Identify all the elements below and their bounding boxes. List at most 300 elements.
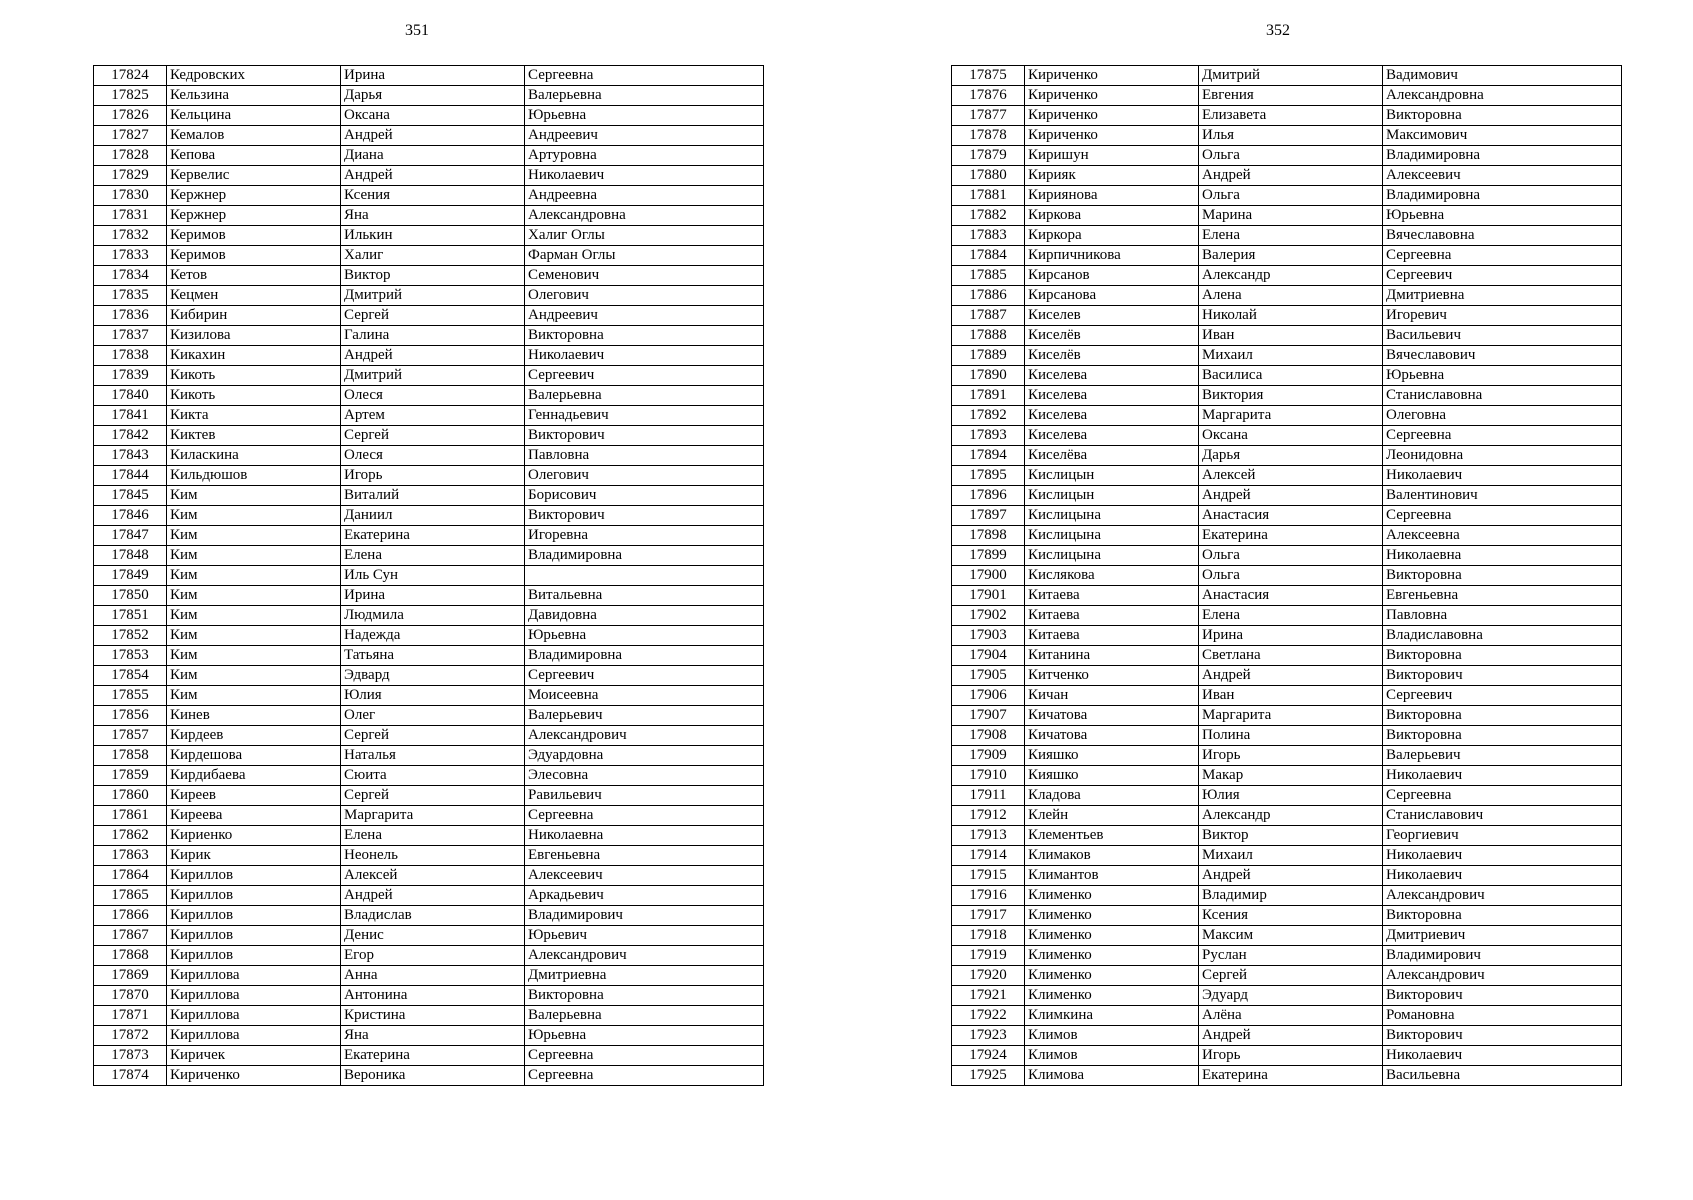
first-name-cell: Василиса bbox=[1199, 366, 1383, 386]
patronymic-cell: Викторовна bbox=[1383, 906, 1622, 926]
patronymic-cell: Сергеевна bbox=[1383, 786, 1622, 806]
surname-cell: Китаева bbox=[1025, 586, 1199, 606]
patronymic-cell: Александрович bbox=[525, 726, 764, 746]
table-row bbox=[94, 306, 764, 326]
record-number-cell: 17847 bbox=[94, 526, 167, 546]
first-name-cell: Дмитрий bbox=[341, 366, 525, 386]
record-number-cell: 17850 bbox=[94, 586, 167, 606]
patronymic-cell: Юрьевна bbox=[525, 626, 764, 646]
first-name-cell: Татьяна bbox=[341, 646, 525, 666]
record-number-cell: 17887 bbox=[952, 306, 1025, 326]
patronymic-cell: Равильевич bbox=[525, 786, 764, 806]
first-name-cell: Евгения bbox=[1199, 86, 1383, 106]
patronymic-cell: Витальевна bbox=[525, 586, 764, 606]
record-number-cell: 17830 bbox=[94, 186, 167, 206]
record-number-cell: 17888 bbox=[952, 326, 1025, 346]
surname-cell: Климов bbox=[1025, 1026, 1199, 1046]
record-number-cell: 17833 bbox=[94, 246, 167, 266]
record-number-cell: 17895 bbox=[952, 466, 1025, 486]
record-number-cell: 17863 bbox=[94, 846, 167, 866]
surname-cell: Кизилова bbox=[167, 326, 341, 346]
first-name-cell: Дарья bbox=[1199, 446, 1383, 466]
first-name-cell: Даниил bbox=[341, 506, 525, 526]
first-name-cell: Антонина bbox=[341, 986, 525, 1006]
patronymic-cell: Николаевна bbox=[1383, 546, 1622, 566]
record-number-cell: 17913 bbox=[952, 826, 1025, 846]
surname-cell: Ким bbox=[167, 526, 341, 546]
first-name-cell: Ольга bbox=[1199, 546, 1383, 566]
first-name-cell: Андрей bbox=[341, 346, 525, 366]
record-number-cell: 17911 bbox=[952, 786, 1025, 806]
patronymic-cell: Юрьевна bbox=[1383, 366, 1622, 386]
patronymic-cell: Николаевич bbox=[1383, 766, 1622, 786]
surname-cell: Кикахин bbox=[167, 346, 341, 366]
table-row bbox=[94, 906, 764, 926]
patronymic-cell: Евгеньевна bbox=[525, 846, 764, 866]
table-row bbox=[952, 846, 1622, 866]
patronymic-cell: Васильевич bbox=[1383, 326, 1622, 346]
patronymic-cell: Юрьевна bbox=[525, 106, 764, 126]
table-row bbox=[952, 866, 1622, 886]
record-number-cell: 17878 bbox=[952, 126, 1025, 146]
table-row bbox=[94, 426, 764, 446]
surname-cell: Кириченко bbox=[1025, 126, 1199, 146]
surname-cell: Кириченко bbox=[167, 1066, 341, 1086]
first-name-cell: Иван bbox=[1199, 326, 1383, 346]
patronymic-cell: Валерьевич bbox=[525, 706, 764, 726]
first-name-cell: Ольга bbox=[1199, 566, 1383, 586]
table-row bbox=[952, 706, 1622, 726]
table-row bbox=[94, 946, 764, 966]
record-number-cell: 17869 bbox=[94, 966, 167, 986]
record-number-cell: 17915 bbox=[952, 866, 1025, 886]
first-name-cell: Виктория bbox=[1199, 386, 1383, 406]
record-number-cell: 17835 bbox=[94, 286, 167, 306]
patronymic-cell: Викторовна bbox=[1383, 106, 1622, 126]
record-number-cell: 17889 bbox=[952, 346, 1025, 366]
record-number-cell: 17852 bbox=[94, 626, 167, 646]
first-name-cell: Сергей bbox=[341, 726, 525, 746]
surname-cell: Кикоть bbox=[167, 366, 341, 386]
table-row bbox=[952, 1026, 1622, 1046]
table-row bbox=[94, 766, 764, 786]
table-row bbox=[94, 446, 764, 466]
first-name-cell: Алексей bbox=[341, 866, 525, 886]
table-row bbox=[952, 746, 1622, 766]
table-row bbox=[952, 66, 1622, 86]
first-name-cell: Денис bbox=[341, 926, 525, 946]
first-name-cell: Елена bbox=[341, 546, 525, 566]
patronymic-cell: Николаевич bbox=[525, 166, 764, 186]
first-name-cell: Маргарита bbox=[1199, 706, 1383, 726]
patronymic-cell: Дмитриевна bbox=[1383, 286, 1622, 306]
first-name-cell: Ольга bbox=[1199, 186, 1383, 206]
first-name-cell: Екатерина bbox=[1199, 1066, 1383, 1086]
patronymic-cell: Алексеевна bbox=[1383, 526, 1622, 546]
table-row bbox=[952, 1046, 1622, 1066]
record-number-cell: 17909 bbox=[952, 746, 1025, 766]
record-number-cell: 17829 bbox=[94, 166, 167, 186]
names-table-right bbox=[951, 65, 1622, 1086]
first-name-cell: Ирина bbox=[341, 66, 525, 86]
table-row bbox=[952, 806, 1622, 826]
table-row bbox=[952, 146, 1622, 166]
first-name-cell: Сергей bbox=[341, 786, 525, 806]
surname-cell: Киселёв bbox=[1025, 346, 1199, 366]
record-number-cell: 17876 bbox=[952, 86, 1025, 106]
first-name-cell: Юлия bbox=[341, 686, 525, 706]
patronymic-cell: Романовна bbox=[1383, 1006, 1622, 1026]
record-number-cell: 17839 bbox=[94, 366, 167, 386]
surname-cell: Кикта bbox=[167, 406, 341, 426]
record-number-cell: 17877 bbox=[952, 106, 1025, 126]
first-name-cell: Екатерина bbox=[341, 1046, 525, 1066]
first-name-cell: Игорь bbox=[341, 466, 525, 486]
patronymic-cell: Георгиевич bbox=[1383, 826, 1622, 846]
patronymic-cell: Олеговна bbox=[1383, 406, 1622, 426]
table-row bbox=[94, 886, 764, 906]
surname-cell: Кедровских bbox=[167, 66, 341, 86]
patronymic-cell: Владимировна bbox=[1383, 146, 1622, 166]
patronymic-cell: Павловна bbox=[1383, 606, 1622, 626]
surname-cell: Кириллов bbox=[167, 866, 341, 886]
patronymic-cell: Александровна bbox=[525, 206, 764, 226]
first-name-cell: Халиг bbox=[341, 246, 525, 266]
record-number-cell: 17894 bbox=[952, 446, 1025, 466]
surname-cell: Климаков bbox=[1025, 846, 1199, 866]
patronymic-cell: Валерьевна bbox=[525, 86, 764, 106]
table-row bbox=[952, 606, 1622, 626]
record-number-cell: 17886 bbox=[952, 286, 1025, 306]
patronymic-cell bbox=[525, 566, 764, 586]
patronymic-cell: Аркадьевич bbox=[525, 886, 764, 906]
surname-cell: Кичан bbox=[1025, 686, 1199, 706]
record-number-cell: 17867 bbox=[94, 926, 167, 946]
surname-cell: Киктев bbox=[167, 426, 341, 446]
table-row bbox=[94, 566, 764, 586]
patronymic-cell: Викторовна bbox=[525, 986, 764, 1006]
first-name-cell: Виктор bbox=[341, 266, 525, 286]
first-name-cell: Вероника bbox=[341, 1066, 525, 1086]
surname-cell: Киреева bbox=[167, 806, 341, 826]
surname-cell: Кирик bbox=[167, 846, 341, 866]
first-name-cell: Андрей bbox=[341, 886, 525, 906]
record-number-cell: 17826 bbox=[94, 106, 167, 126]
first-name-cell: Михаил bbox=[1199, 346, 1383, 366]
surname-cell: Кириллова bbox=[167, 986, 341, 1006]
table-row bbox=[94, 846, 764, 866]
patronymic-cell: Станиславовна bbox=[1383, 386, 1622, 406]
patronymic-cell: Игоревич bbox=[1383, 306, 1622, 326]
first-name-cell: Александр bbox=[1199, 806, 1383, 826]
table-row bbox=[952, 586, 1622, 606]
patronymic-cell: Викторовна bbox=[1383, 726, 1622, 746]
first-name-cell: Михаил bbox=[1199, 846, 1383, 866]
record-number-cell: 17923 bbox=[952, 1026, 1025, 1046]
table-row bbox=[94, 526, 764, 546]
table-row bbox=[952, 346, 1622, 366]
first-name-cell: Артем bbox=[341, 406, 525, 426]
record-number-cell: 17914 bbox=[952, 846, 1025, 866]
table-row bbox=[952, 326, 1622, 346]
patronymic-cell: Викторовна bbox=[1383, 706, 1622, 726]
surname-cell: Кирдешова bbox=[167, 746, 341, 766]
patronymic-cell: Викторовна bbox=[525, 326, 764, 346]
table-row bbox=[94, 926, 764, 946]
table-row bbox=[952, 86, 1622, 106]
surname-cell: Кирсанова bbox=[1025, 286, 1199, 306]
table-row bbox=[952, 426, 1622, 446]
table-row bbox=[94, 586, 764, 606]
record-number-cell: 17866 bbox=[94, 906, 167, 926]
table-row bbox=[952, 166, 1622, 186]
record-number-cell: 17890 bbox=[952, 366, 1025, 386]
table-row bbox=[952, 986, 1622, 1006]
record-number-cell: 17902 bbox=[952, 606, 1025, 626]
first-name-cell: Олег bbox=[341, 706, 525, 726]
surname-cell: Кладова bbox=[1025, 786, 1199, 806]
record-number-cell: 17854 bbox=[94, 666, 167, 686]
patronymic-cell: Дмитриевна bbox=[525, 966, 764, 986]
first-name-cell: Андрей bbox=[1199, 486, 1383, 506]
first-name-cell: Диана bbox=[341, 146, 525, 166]
table-row bbox=[94, 206, 764, 226]
table-row bbox=[94, 646, 764, 666]
table-row bbox=[952, 286, 1622, 306]
patronymic-cell: Викторович bbox=[1383, 986, 1622, 1006]
surname-cell: Кириченко bbox=[1025, 66, 1199, 86]
surname-cell: Ким bbox=[167, 626, 341, 646]
record-number-cell: 17892 bbox=[952, 406, 1025, 426]
surname-cell: Киселёв bbox=[1025, 326, 1199, 346]
record-number-cell: 17857 bbox=[94, 726, 167, 746]
surname-cell: Кислицын bbox=[1025, 486, 1199, 506]
table-row bbox=[94, 266, 764, 286]
patronymic-cell: Юрьевна bbox=[525, 1026, 764, 1046]
record-number-cell: 17897 bbox=[952, 506, 1025, 526]
first-name-cell: Сергей bbox=[341, 426, 525, 446]
surname-cell: Климантов bbox=[1025, 866, 1199, 886]
surname-cell: Кинев bbox=[167, 706, 341, 726]
patronymic-cell: Евгеньевна bbox=[1383, 586, 1622, 606]
table-row bbox=[94, 626, 764, 646]
record-number-cell: 17870 bbox=[94, 986, 167, 1006]
surname-cell: Кибирин bbox=[167, 306, 341, 326]
patronymic-cell: Александрович bbox=[525, 946, 764, 966]
patronymic-cell: Сергеевна bbox=[1383, 246, 1622, 266]
first-name-cell: Юлия bbox=[1199, 786, 1383, 806]
patronymic-cell: Семенович bbox=[525, 266, 764, 286]
patronymic-cell: Викторович bbox=[1383, 1026, 1622, 1046]
table-row bbox=[952, 386, 1622, 406]
table-row bbox=[94, 346, 764, 366]
patronymic-cell: Сергеевич bbox=[525, 666, 764, 686]
surname-cell: Кислицына bbox=[1025, 526, 1199, 546]
first-name-cell: Светлана bbox=[1199, 646, 1383, 666]
surname-cell: Кирсанов bbox=[1025, 266, 1199, 286]
first-name-cell: Дарья bbox=[341, 86, 525, 106]
table-row bbox=[952, 526, 1622, 546]
record-number-cell: 17859 bbox=[94, 766, 167, 786]
patronymic-cell: Николаевич bbox=[1383, 466, 1622, 486]
surname-cell: Кержнер bbox=[167, 186, 341, 206]
patronymic-cell: Андреевич bbox=[525, 306, 764, 326]
first-name-cell: Ксения bbox=[1199, 906, 1383, 926]
surname-cell: Клименко bbox=[1025, 966, 1199, 986]
surname-cell: Кержнер bbox=[167, 206, 341, 226]
surname-cell: Ким bbox=[167, 586, 341, 606]
table-row bbox=[94, 746, 764, 766]
table-row bbox=[94, 126, 764, 146]
patronymic-cell: Валерьевна bbox=[525, 1006, 764, 1026]
patronymic-cell: Владиславовна bbox=[1383, 626, 1622, 646]
patronymic-cell: Валерьевич bbox=[1383, 746, 1622, 766]
patronymic-cell: Владимировна bbox=[525, 646, 764, 666]
record-number-cell: 17891 bbox=[952, 386, 1025, 406]
surname-cell: Кириллова bbox=[167, 1026, 341, 1046]
record-number-cell: 17846 bbox=[94, 506, 167, 526]
patronymic-cell: Давидовна bbox=[525, 606, 764, 626]
first-name-cell: Неонель bbox=[341, 846, 525, 866]
surname-cell: Ким bbox=[167, 486, 341, 506]
table-row bbox=[952, 946, 1622, 966]
record-number-cell: 17828 bbox=[94, 146, 167, 166]
first-name-cell: Анастасия bbox=[1199, 586, 1383, 606]
patronymic-cell: Владимирович bbox=[525, 906, 764, 926]
first-name-cell: Владимир bbox=[1199, 886, 1383, 906]
table-row bbox=[94, 826, 764, 846]
patronymic-cell: Владимирович bbox=[1383, 946, 1622, 966]
surname-cell: Китаева bbox=[1025, 606, 1199, 626]
record-number-cell: 17907 bbox=[952, 706, 1025, 726]
record-number-cell: 17844 bbox=[94, 466, 167, 486]
patronymic-cell: Юрьевна bbox=[1383, 206, 1622, 226]
table-row bbox=[94, 1066, 764, 1086]
patronymic-cell: Борисович bbox=[525, 486, 764, 506]
table-row bbox=[952, 546, 1622, 566]
surname-cell: Ким bbox=[167, 686, 341, 706]
record-number-cell: 17862 bbox=[94, 826, 167, 846]
first-name-cell: Игорь bbox=[1199, 1046, 1383, 1066]
patronymic-cell: Александровна bbox=[1383, 86, 1622, 106]
first-name-cell: Александр bbox=[1199, 266, 1383, 286]
patronymic-cell: Сергеевич bbox=[525, 366, 764, 386]
table-row bbox=[94, 226, 764, 246]
record-number-cell: 17848 bbox=[94, 546, 167, 566]
first-name-cell: Марина bbox=[1199, 206, 1383, 226]
surname-cell: Кияшко bbox=[1025, 746, 1199, 766]
table-row bbox=[94, 866, 764, 886]
table-row bbox=[94, 466, 764, 486]
record-number-cell: 17880 bbox=[952, 166, 1025, 186]
table-row bbox=[94, 86, 764, 106]
table-row bbox=[94, 1046, 764, 1066]
patronymic-cell: Алексеевич bbox=[525, 866, 764, 886]
table-row bbox=[952, 366, 1622, 386]
table-row bbox=[94, 366, 764, 386]
record-number-cell: 17881 bbox=[952, 186, 1025, 206]
table-row bbox=[952, 766, 1622, 786]
patronymic-cell: Владимировна bbox=[1383, 186, 1622, 206]
surname-cell: Клейн bbox=[1025, 806, 1199, 826]
record-number-cell: 17849 bbox=[94, 566, 167, 586]
patronymic-cell: Артуровна bbox=[525, 146, 764, 166]
first-name-cell: Елизавета bbox=[1199, 106, 1383, 126]
first-name-cell: Виктор bbox=[1199, 826, 1383, 846]
patronymic-cell: Андреевна bbox=[525, 186, 764, 206]
surname-cell: Кепова bbox=[167, 146, 341, 166]
table-row bbox=[94, 186, 764, 206]
surname-cell: Ким bbox=[167, 606, 341, 626]
patronymic-cell: Николаевна bbox=[525, 826, 764, 846]
table-row bbox=[94, 666, 764, 686]
surname-cell: Кислицына bbox=[1025, 546, 1199, 566]
record-number-cell: 17856 bbox=[94, 706, 167, 726]
table-row bbox=[952, 266, 1622, 286]
patronymic-cell: Вадимович bbox=[1383, 66, 1622, 86]
surname-cell: Климкина bbox=[1025, 1006, 1199, 1026]
surname-cell: Кириллова bbox=[167, 1006, 341, 1026]
first-name-cell: Эдуард bbox=[1199, 986, 1383, 1006]
surname-cell: Клименко bbox=[1025, 886, 1199, 906]
first-name-cell: Сергей bbox=[341, 306, 525, 326]
surname-cell: Ким bbox=[167, 546, 341, 566]
patronymic-cell: Николаевич bbox=[1383, 866, 1622, 886]
table-row bbox=[94, 166, 764, 186]
table-row bbox=[94, 326, 764, 346]
record-number-cell: 17925 bbox=[952, 1066, 1025, 1086]
surname-cell: Кирпичникова bbox=[1025, 246, 1199, 266]
record-number-cell: 17832 bbox=[94, 226, 167, 246]
surname-cell: Ким bbox=[167, 506, 341, 526]
patronymic-cell: Эдуардовна bbox=[525, 746, 764, 766]
surname-cell: Кецмен bbox=[167, 286, 341, 306]
surname-cell: Кильдюшов bbox=[167, 466, 341, 486]
table-row bbox=[952, 446, 1622, 466]
record-number-cell: 17871 bbox=[94, 1006, 167, 1026]
patronymic-cell: Викторович bbox=[1383, 666, 1622, 686]
record-number-cell: 17912 bbox=[952, 806, 1025, 826]
record-number-cell: 17885 bbox=[952, 266, 1025, 286]
first-name-cell: Олеся bbox=[341, 386, 525, 406]
table-row bbox=[952, 306, 1622, 326]
surname-cell: Киласкина bbox=[167, 446, 341, 466]
first-name-cell: Эдвард bbox=[341, 666, 525, 686]
surname-cell: Кирдибаева bbox=[167, 766, 341, 786]
surname-cell: Кириллов bbox=[167, 886, 341, 906]
first-name-cell: Полина bbox=[1199, 726, 1383, 746]
record-number-cell: 17910 bbox=[952, 766, 1025, 786]
surname-cell: Кияшко bbox=[1025, 766, 1199, 786]
table-row bbox=[94, 1026, 764, 1046]
surname-cell: Клименко bbox=[1025, 906, 1199, 926]
surname-cell: Китанина bbox=[1025, 646, 1199, 666]
table-row bbox=[94, 486, 764, 506]
record-number-cell: 17917 bbox=[952, 906, 1025, 926]
record-number-cell: 17879 bbox=[952, 146, 1025, 166]
record-number-cell: 17838 bbox=[94, 346, 167, 366]
table-row bbox=[952, 226, 1622, 246]
patronymic-cell: Владимировна bbox=[525, 546, 764, 566]
surname-cell: Кириллов bbox=[167, 906, 341, 926]
first-name-cell: Сергей bbox=[1199, 966, 1383, 986]
table-row bbox=[94, 726, 764, 746]
first-name-cell: Андрей bbox=[341, 126, 525, 146]
first-name-cell: Надежда bbox=[341, 626, 525, 646]
patronymic-cell: Максимович bbox=[1383, 126, 1622, 146]
first-name-cell: Яна bbox=[341, 206, 525, 226]
record-number-cell: 17836 bbox=[94, 306, 167, 326]
